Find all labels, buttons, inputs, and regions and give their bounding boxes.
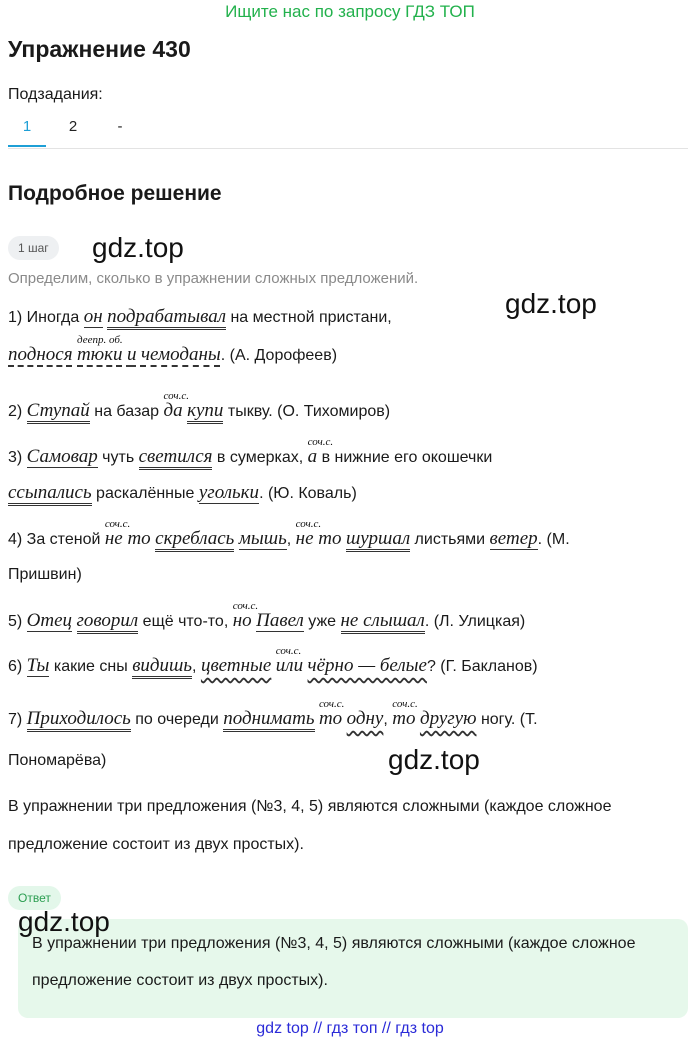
sentence-3-line-2: ссыпались раскалённые угольки. (Ю. Коваль)	[8, 482, 357, 504]
subject: угольки	[198, 482, 260, 503]
answer-badge: Ответ	[8, 886, 61, 910]
subject: Отец	[26, 610, 73, 631]
predicate: Ступай	[27, 400, 90, 424]
subtask-tabs	[8, 112, 688, 149]
annotation-tag: соч.с.	[104, 518, 131, 530]
annotation-tag: соч.с.	[392, 698, 418, 710]
tab-dash[interactable]: -	[117, 118, 123, 135]
predicate: Приходилось	[27, 708, 131, 732]
watermark: gdz.top	[18, 906, 110, 937]
solution-heading: Подробное решение	[8, 182, 222, 205]
annotation-tag: соч.с.	[318, 698, 345, 710]
promo-banner: Ищите нас по запросу ГДЗ ТОП	[225, 2, 475, 21]
annotation-tag: соч.с.	[275, 645, 302, 657]
footer-links[interactable]: gdz top // гдз топ // гдз top	[256, 1020, 444, 1037]
conclusion-text: В упражнении три предложения (№3, 4, 5) являются сложными (каждое сложное предложение состоит из двух простых).	[8, 798, 612, 853]
sentence-3-line-1: 3) Самовар чуть светился в сумерках, соч.с. а в нижние его окошечки	[8, 446, 492, 468]
sentence-7-line-1: 7) Приходилось по очереди поднимать соч.с. то одну, соч.с. то другую ногу. (Т.	[8, 708, 538, 730]
predicate: подрабатывал	[107, 306, 226, 330]
sentence-1-line-2: поднося деепр. об. тюки и чемоданы. (А. Дорофеев)	[8, 334, 338, 365]
annotation-tag: соч.с.	[163, 390, 189, 402]
predicate: говорил	[77, 610, 139, 634]
subtasks-label: Подзадания:	[8, 86, 103, 103]
answer-text: В упражнении три предложения (№3, 4, 5) являются сложными (каждое сложное предложение состоит из двух простых).	[32, 935, 636, 989]
subject: ветер	[489, 528, 538, 549]
sentence-4-line-2: Пришвин)	[8, 566, 82, 583]
sentence-1-line-1: 1) Иногда он подрабатывал на местной пристани,	[8, 306, 392, 328]
predicate: видишь	[132, 655, 192, 679]
subject: Ты	[26, 655, 50, 676]
sentence-6: 6) Ты какие сны видишь, цветные соч.с. или чёрно — белые? (Г. Бакланов)	[8, 655, 538, 677]
predicate: купи	[187, 400, 223, 424]
watermark: gdz.top	[388, 744, 480, 775]
annotation-tag: соч.с.	[295, 518, 322, 530]
sentence-4-line-1: 4) За стеной соч.с. не то скреблась мышь, соч.с. не то шуршал листьями ветер. (М.	[8, 528, 570, 550]
subject: Самовар	[26, 446, 98, 467]
predicate: ссыпались	[8, 482, 92, 506]
intro-text: Определим, сколько в упражнении сложных предложений.	[8, 270, 419, 287]
annotation-tag: соч.с.	[307, 436, 334, 448]
annotation-tag: соч.с.	[232, 600, 259, 612]
tab-1[interactable]: 1	[8, 118, 46, 147]
watermark: gdz.top	[92, 232, 184, 263]
tab-2[interactable]: 2	[68, 118, 78, 135]
sentence-2: 2) Ступай на базар соч.с. да купи тыкву. (О. Тихомиров)	[8, 400, 390, 422]
predicate: шуршал	[346, 528, 410, 552]
subject: Павел	[256, 610, 304, 631]
page-title: Упражнение 430	[8, 36, 191, 62]
sentence-7-line-2: Пономарёва)	[8, 752, 107, 769]
annotation-tag: деепр. об.	[77, 334, 123, 346]
predicate: поднимать	[223, 708, 314, 732]
sentence-5: 5) Отец говорил ещё что-то, соч.с. но Павел уже не слышал. (Л. Улицкая)	[8, 610, 525, 632]
predicate: скреблась	[155, 528, 234, 552]
subject: он	[83, 306, 103, 327]
subject: мышь	[238, 528, 287, 549]
predicate: не слышал	[341, 610, 425, 634]
answer-box	[18, 919, 688, 1018]
predicate: светился	[139, 446, 213, 470]
step-badge: 1 шаг	[8, 236, 59, 260]
watermark: gdz.top	[505, 288, 597, 319]
